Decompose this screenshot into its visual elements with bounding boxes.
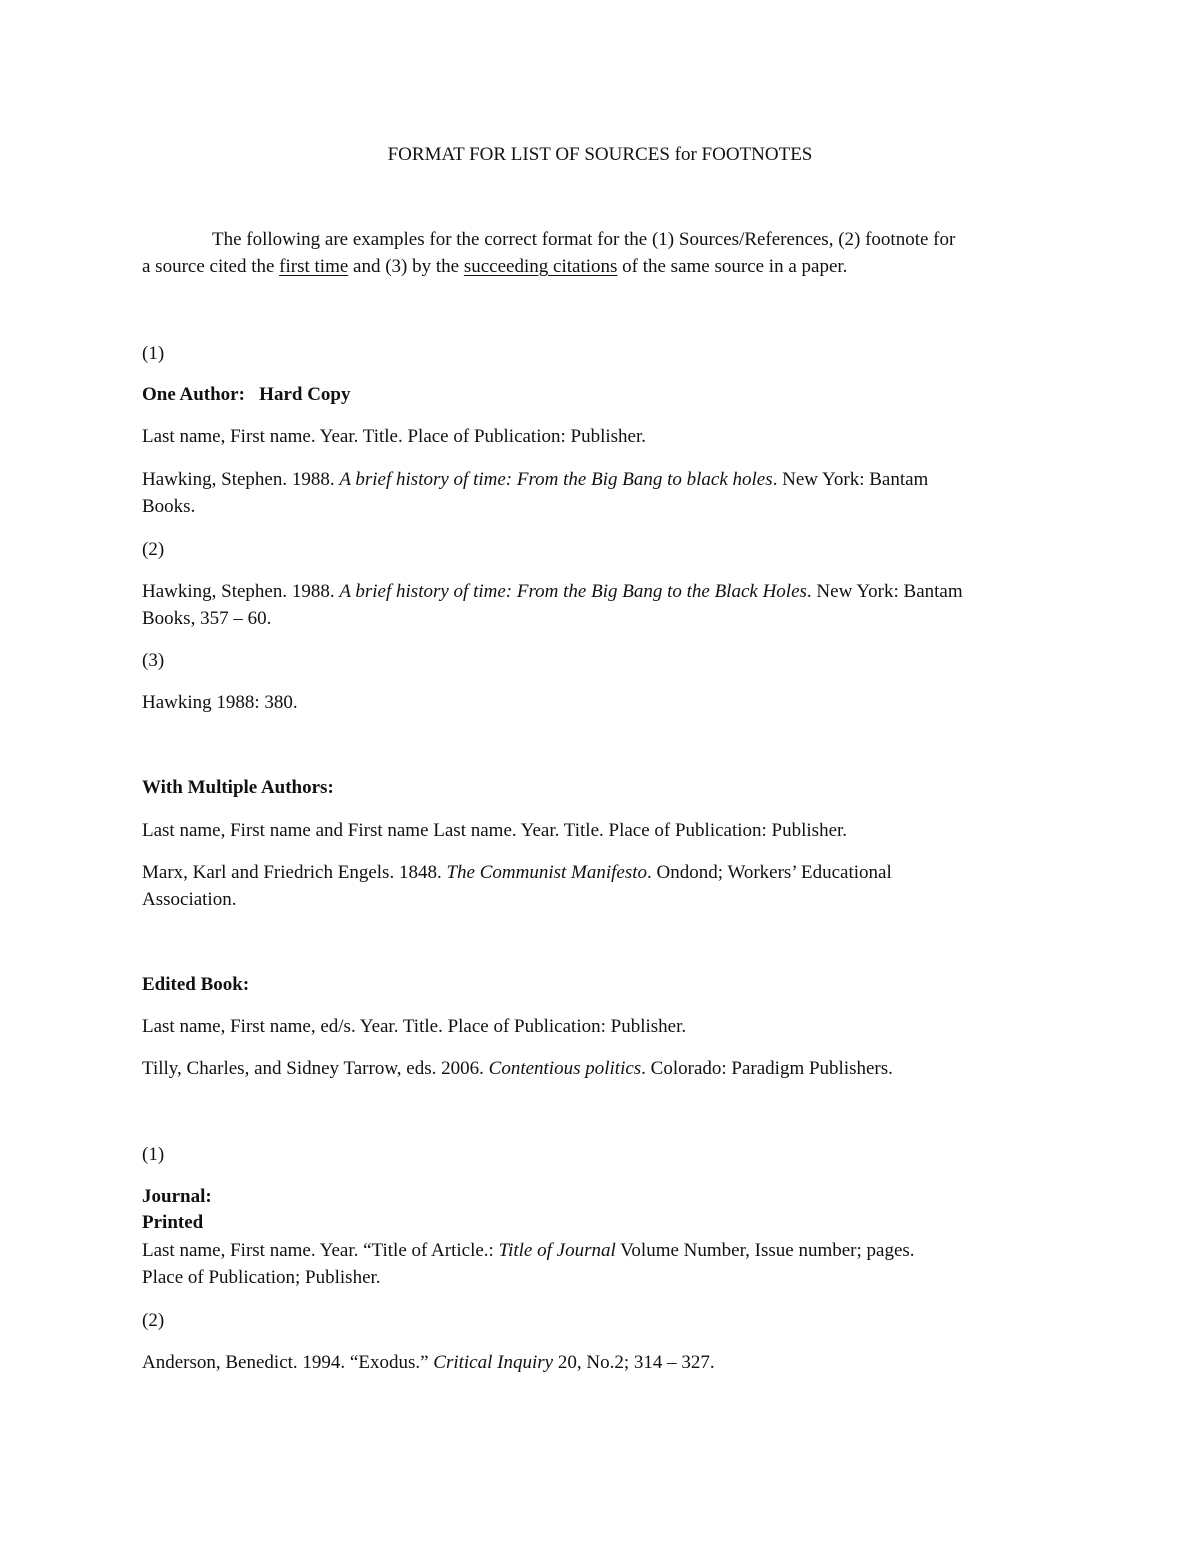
- edited-book-format: Last name, First name, ed/s. Year. Title. Place of Publication: Publisher.: [142, 1016, 687, 1037]
- intro-text: a source cited the: [142, 256, 280, 277]
- citation-text: . New York: Bantam: [772, 469, 929, 490]
- citation-text: . New York: Bantam: [806, 581, 963, 602]
- journal-format-line-2: Place of Publication; Publisher.: [142, 1267, 381, 1288]
- journal-example: [142, 1349, 1060, 1376]
- citation-text: Volume Number, Issue number; pages.: [615, 1240, 915, 1261]
- citation-text: . Colorado: Paradigm Publishers.: [641, 1058, 893, 1079]
- citation-text: Hawking, Stephen. 1988.: [142, 469, 340, 490]
- journal-marker-2: (2): [142, 1310, 165, 1331]
- book-title: A brief history of time: From the Big Bang to the Black Holes: [339, 581, 807, 602]
- one-author-example-line-1: [142, 466, 1060, 493]
- citation-text: Tilly, Charles, and Sidney Tarrow, eds. 2006.: [142, 1058, 489, 1079]
- book-title: The Communist Manifesto: [446, 862, 648, 883]
- edited-book-heading: Edited Book:: [142, 974, 250, 995]
- multiple-authors-heading: With Multiple Authors:: [142, 777, 334, 798]
- journal-title: Critical Inquiry: [433, 1352, 554, 1373]
- journal-marker-1: (1): [142, 1144, 165, 1165]
- book-title: A brief history of time: From the Big Bang to black holes: [339, 469, 773, 490]
- one-author-format: Last name, First name. Year. Title. Place of Publication: Publisher.: [142, 426, 647, 447]
- journal-subheading: Printed: [142, 1212, 204, 1233]
- intro-line-1: The following are examples for the correct format for the (1) Sources/References, (2) footnote for: [212, 229, 956, 250]
- intro-text: and (3) by the: [348, 256, 464, 277]
- multiple-authors-example-line-1: [142, 859, 1060, 886]
- underlined-first-time: first time: [279, 256, 349, 277]
- multiple-authors-example-line-2: Association.: [142, 889, 237, 910]
- journal-format-line-1: [142, 1237, 1060, 1264]
- intro-text: of the same source in a paper.: [617, 256, 848, 277]
- edited-book-example: [142, 1055, 1060, 1082]
- citation-text: Anderson, Benedict. 1994. “Exodus.”: [142, 1352, 434, 1373]
- underlined-succeeding-citations: succeeding citations: [463, 256, 618, 277]
- book-title: Contentious politics: [488, 1058, 642, 1079]
- citation-text: . Ondond; Workers’ Educational: [647, 862, 892, 883]
- citation-text: Hawking, Stephen. 1988.: [142, 581, 340, 602]
- intro-line-2: [142, 253, 1060, 280]
- footnote-example-line-2: Books, 357 – 60.: [142, 608, 272, 629]
- multiple-authors-format: Last name, First name and First name Last name. Year. Title. Place of Publication: Publisher.: [142, 820, 848, 841]
- footnote-example-line-1: [142, 578, 1060, 605]
- succeeding-citation-example: Hawking 1988: 380.: [142, 692, 298, 713]
- citation-text: Last name, First name. Year. “Title of Article.:: [142, 1240, 499, 1261]
- section-marker-1: (1): [142, 343, 165, 364]
- citation-text: Marx, Karl and Friedrich Engels. 1848.: [142, 862, 447, 883]
- journal-title: Title of Journal: [498, 1240, 616, 1261]
- document-title: FORMAT FOR LIST OF SOURCES for FOOTNOTES: [387, 144, 813, 165]
- journal-heading: Journal:: [142, 1186, 212, 1207]
- citation-text: 20, No.2; 314 – 327.: [553, 1352, 715, 1373]
- one-author-heading: One Author: Hard Copy: [142, 384, 351, 405]
- one-author-example-line-2: Books.: [142, 496, 196, 517]
- section-marker-3: (3): [142, 650, 165, 671]
- section-marker-2: (2): [142, 539, 165, 560]
